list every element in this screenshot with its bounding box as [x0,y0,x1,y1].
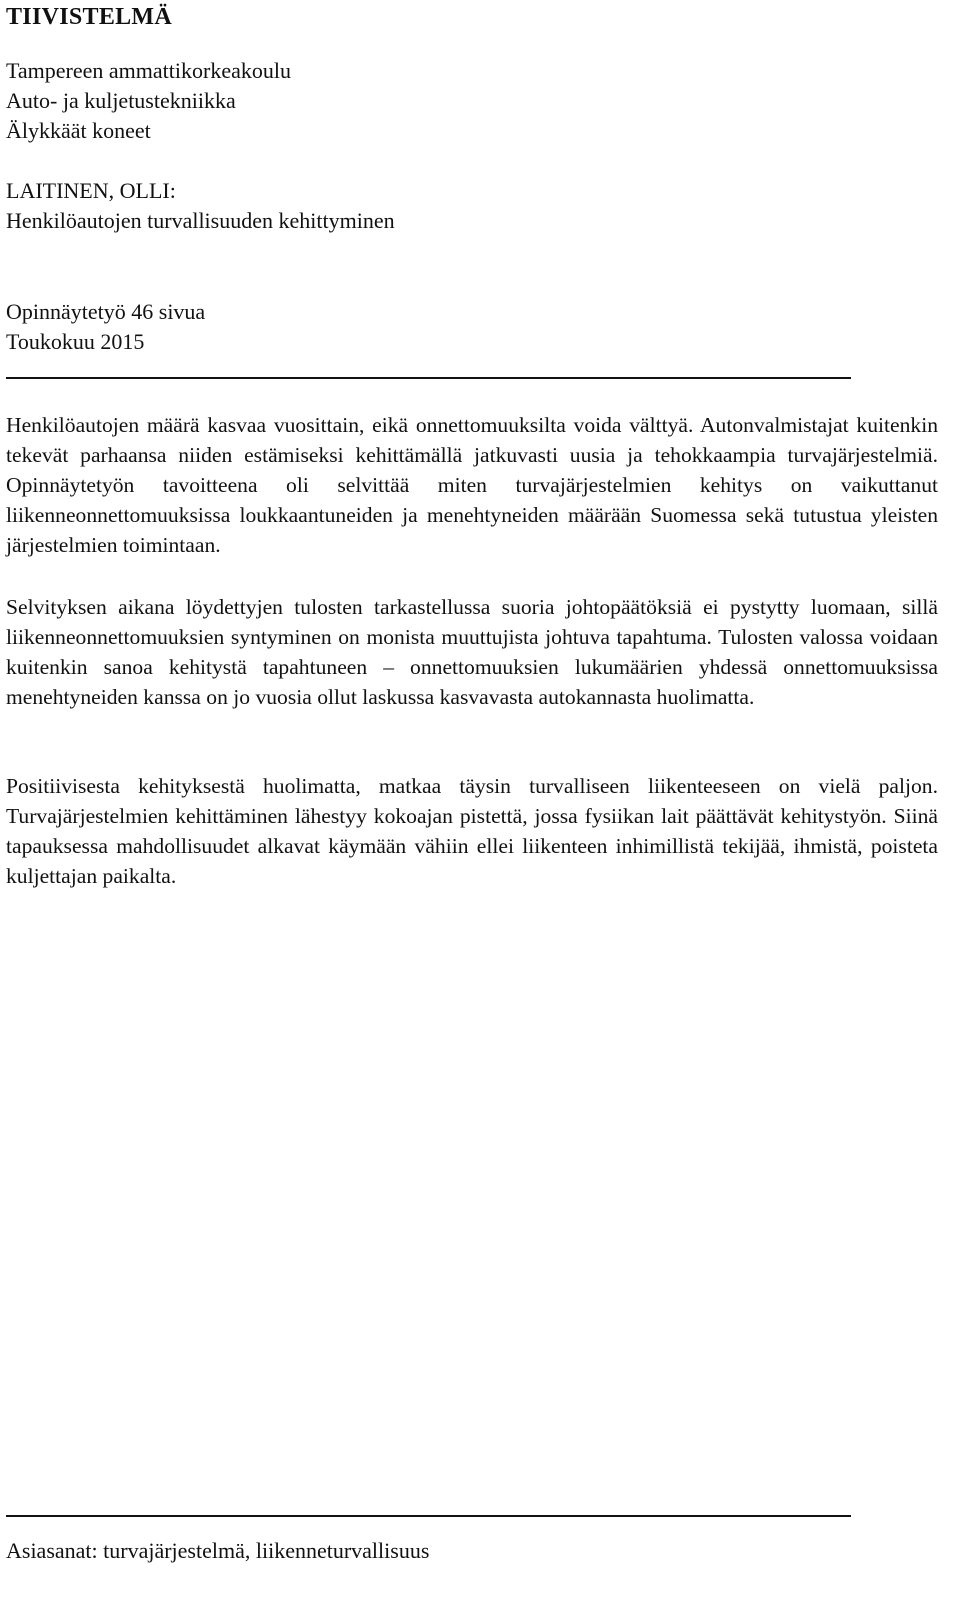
page-title: TIIVISTELMÄ [6,4,173,30]
abstract-paragraph-1: Henkilöautojen määrä kasvaa vuosittain, eikä onnettomuuksilta voida välttyä. Autonvalmistajat kuitenkin tekevät parhaansa niiden estämiseksi kehittämällä jatkuvasti uusia ja tehokkaampia turvajärjestelmiä. Opinnäytetyön tavoitteena oli selvittää miten turvajärjestelmien kehitys on vaikuttanut liikenneonnettomuuksissa loukkaantuneiden ja menehtyneiden määrään Suomessa sekä tutustua yleisten järjestelmien toimintaan. [6,413,938,557]
thesis-title: Henkilöautojen turvallisuuden kehittyminen [6,208,395,233]
school-name: Tampereen ammattikorkeakoulu [6,58,291,83]
abstract-paragraph-3: Positiivisesta kehityksestä huolimatta, matkaa täysin turvalliseen liikenteeseen on vielä paljon. Turvajärjestelmien kehittäminen lähestyy kokoajan pistettä, jossa fysiikan lait päättävät kehitystyön. Siinä tapauksessa mahdollisuudet alkavat käymään vähiin ellei liikenteen inhimillistä tekijää, ihmistä, poisteta kuljettajan paikalta. [6,774,938,888]
page-count: Opinnäytetyö 46 sivua [6,299,206,324]
footer-divider [6,1515,851,1517]
degree-programme: Auto- ja kuljetustekniikka [6,88,236,113]
specialisation: Älykkäät koneet [6,118,151,143]
header-divider [6,377,851,379]
thesis-date: Toukokuu 2015 [6,329,145,354]
abstract-paragraph-2: Selvityksen aikana löydettyjen tulosten tarkastellussa suoria johtopäätöksiä ei pystytty luomaan, sillä liikenneonnettomuuksien syntyminen on monista muuttujista johtuva tapahtuma. Tulosten valossa voidaan kuitenkin sanoa kehitystä tapahtuneen – onnettomuuksien lukumäärien yhdessä onnettomuuksissa menehtyneiden kanssa on jo vuosia ollut laskussa kasvavasta autokannasta huolimatta. [6,595,938,709]
keywords: Asiasanat: turvajärjestelmä, liikenneturvallisuus [6,1538,430,1563]
author-name: LAITINEN, OLLI: [6,178,176,203]
